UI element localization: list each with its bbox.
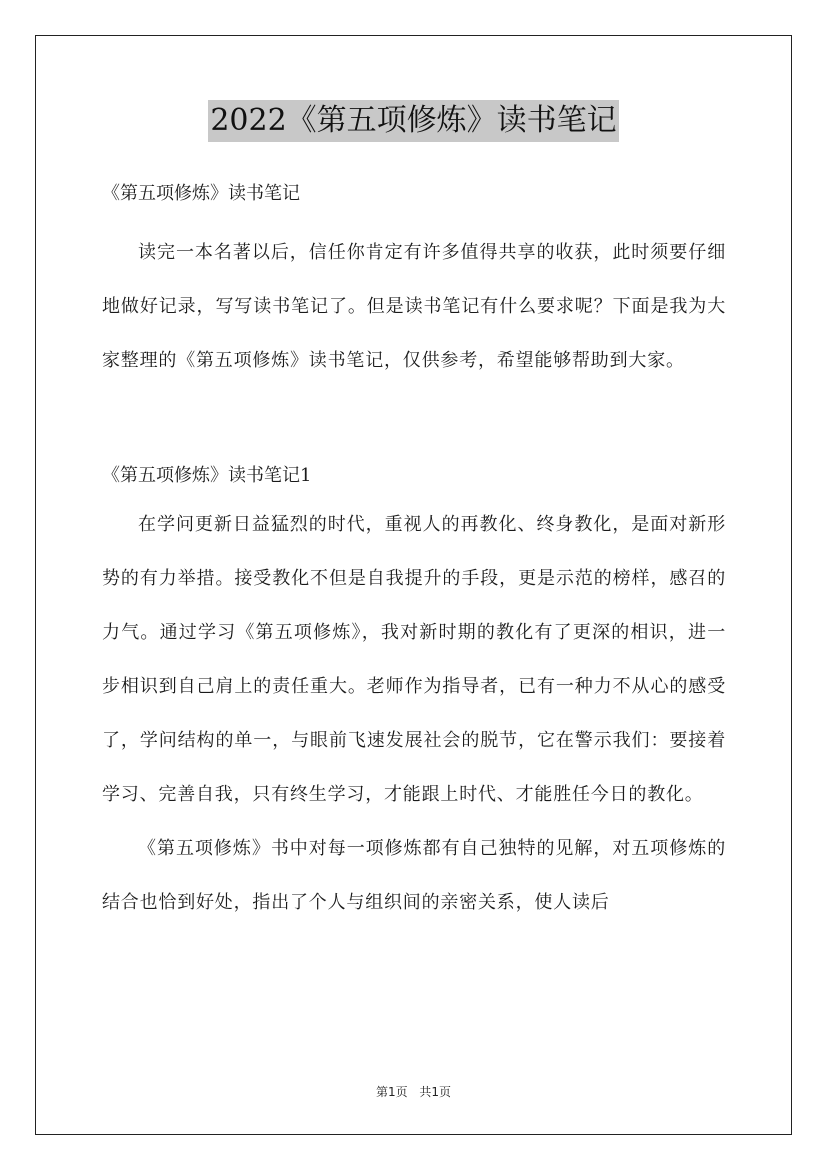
spacer (102, 388, 726, 454)
document-body (102, 172, 726, 930)
body-paragraph: 在学问更新日益猛烈的时代，重视人的再教化、终身教化，是面对新形势的有力举措。接受教化不但是自我提升的手段，更是示范的榜样，感召的力气。通过学习《第五项修炼》，我对新时期的教化有了更深的相识，进一步相识到自己肩上的责任重大。老师作为指导者，已有一种力不从心的感受了，学问结构的单一，与眼前飞速发展社会的脱节，它在警示我们：要接着学习、完善自我，只有终生学习，才能跟上时代、才能胜任今日的教化。 (102, 514, 726, 805)
body-paragraph: 《第五项修炼》书中对每一项修炼都有自己独特的见解，对五项修炼的结合也恰到好处，指出了个人与组织间的亲密关系，使人读后 (102, 838, 726, 913)
intro-heading: 《第五项修炼》读书笔记 (102, 183, 300, 204)
intro-paragraph: 读完一本名著以后，信任你肯定有许多值得共享的收获，此时须要仔细地做好记录，写写读书笔记了。但是读书笔记有什么要求呢？下面是我为大家整理的《第五项修炼》读书笔记，仅供参考，希望能够帮助到大家。 (102, 242, 726, 371)
page-number: 第1页 (375, 1085, 408, 1099)
page-footer (0, 1083, 827, 1100)
title-container (0, 100, 827, 142)
section-heading: 《第五项修炼》读书笔记1 (102, 465, 312, 486)
spacer (102, 216, 726, 226)
page-total: 共1页 (419, 1085, 452, 1099)
document-title: 2022《第五项修炼》读书笔记 (208, 100, 618, 142)
